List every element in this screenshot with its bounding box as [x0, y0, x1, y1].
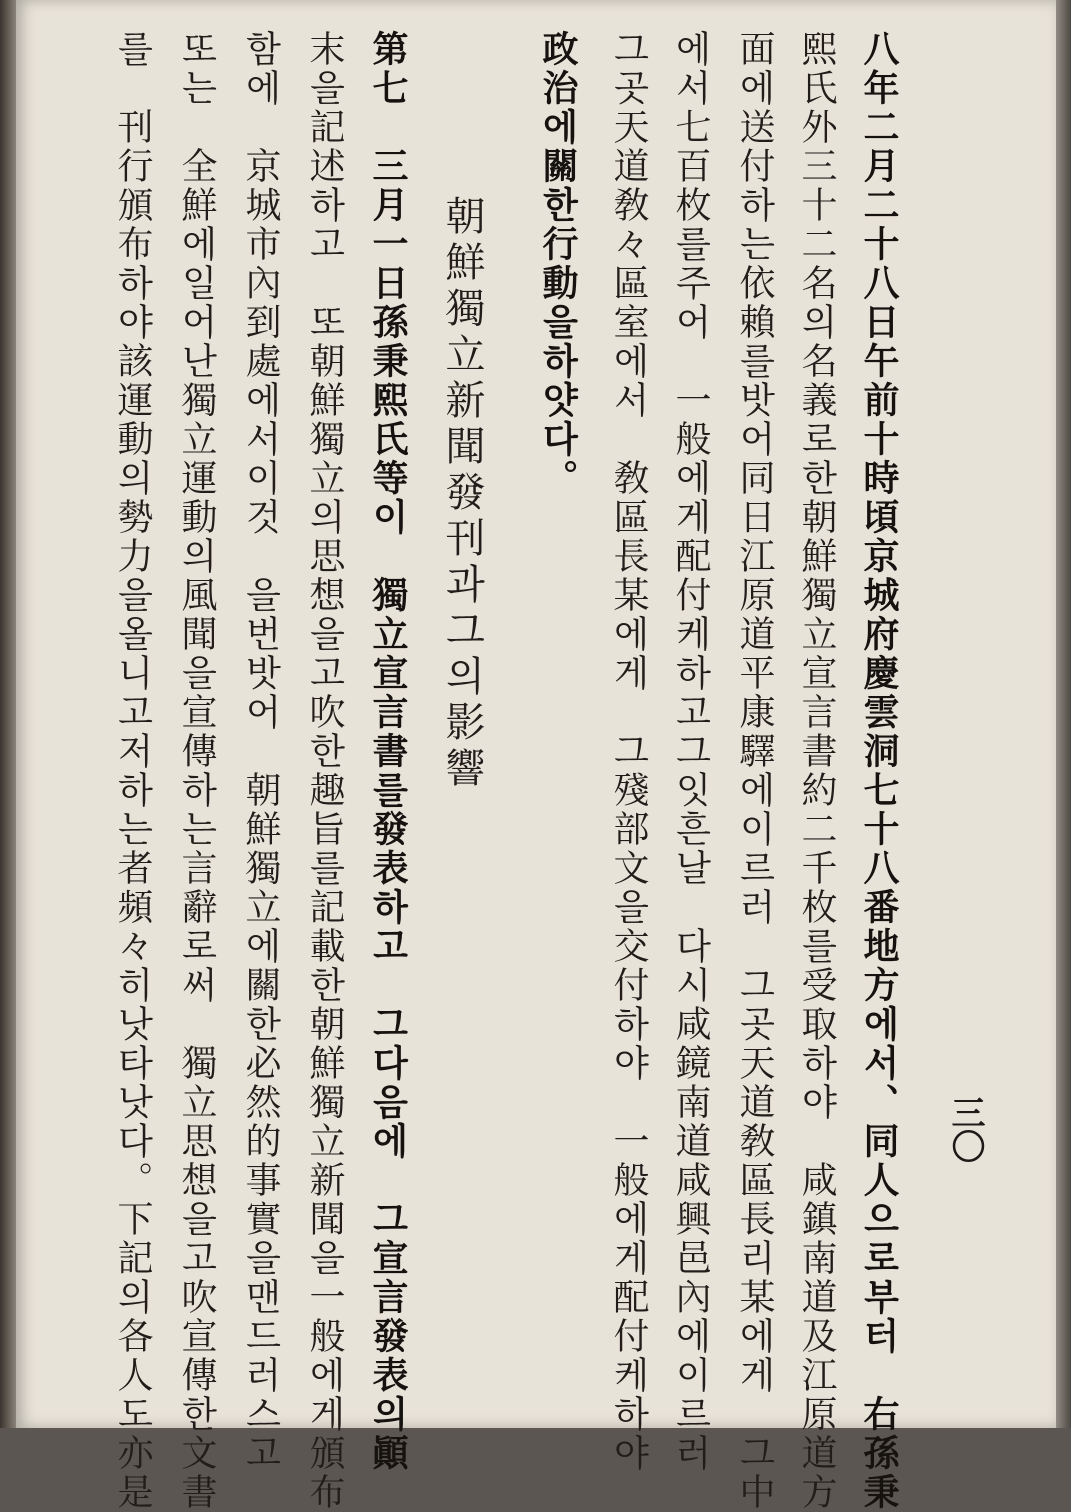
section-heading: 朝鮮獨立新聞發刊과그의影響 — [439, 195, 485, 793]
page-number: 三〇 — [945, 1095, 985, 1163]
book-right-edge — [1056, 0, 1071, 1428]
text-column-11: 를 刊行頒布하야該運動의勢力을올니고저하는者頻々히낫타낫다。下記의各人도亦是 — [112, 30, 153, 1512]
book-left-edge — [0, 0, 16, 1428]
text-column-8: 末을記述하고 또朝鮮獨立의思想을고吹한趣旨를記載한朝鮮獨立新聞을一般에게頒布 — [304, 30, 345, 1512]
text-column-9: 함에 京城市內到處에서이것 을번밧어 朝鮮獨立에關한必然的事實을맨드러스고 — [240, 30, 281, 1473]
book-page — [16, 0, 1056, 1512]
text-column-6: 政治에關한行動을하얏다。 — [537, 30, 579, 498]
text-column-2: 熙氏外三十二名의名義로한朝鮮獨立宣言書約二千枚를受取하야 咸鎮南道及江原道方 — [796, 30, 837, 1512]
text-column-1: 八年二月二十八日午前十時頃京城府慶雲洞七十八番地方에서、同人으로부터 右孫秉 — [858, 30, 900, 1512]
text-column-5: 그곳天道敎々區室에서 敎區長某에게 그殘部文을交付하야 一般에게配付케하야 — [608, 30, 649, 1473]
text-column-7: 第七 三月一日孫秉熙氏等이 獨立宣言書를發表하고 그다음에 그宣言發表의顚 — [367, 30, 409, 1473]
text-column-3: 面에送付하는依賴를밧어同日江原道平康驛에이르러 그곳天道敎區長리某에게 그中 — [734, 30, 775, 1512]
text-column-10: 또는 全鮮에일어난獨立運動의風聞을宣傳하는言辭로써 獨立思想을고吹宣傳한文書 — [176, 30, 217, 1512]
text-column-4: 에서七百枚를주어 一般에게配付케하고그잇흔날 다시咸鏡南道咸興邑內에이르러 — [670, 30, 711, 1473]
